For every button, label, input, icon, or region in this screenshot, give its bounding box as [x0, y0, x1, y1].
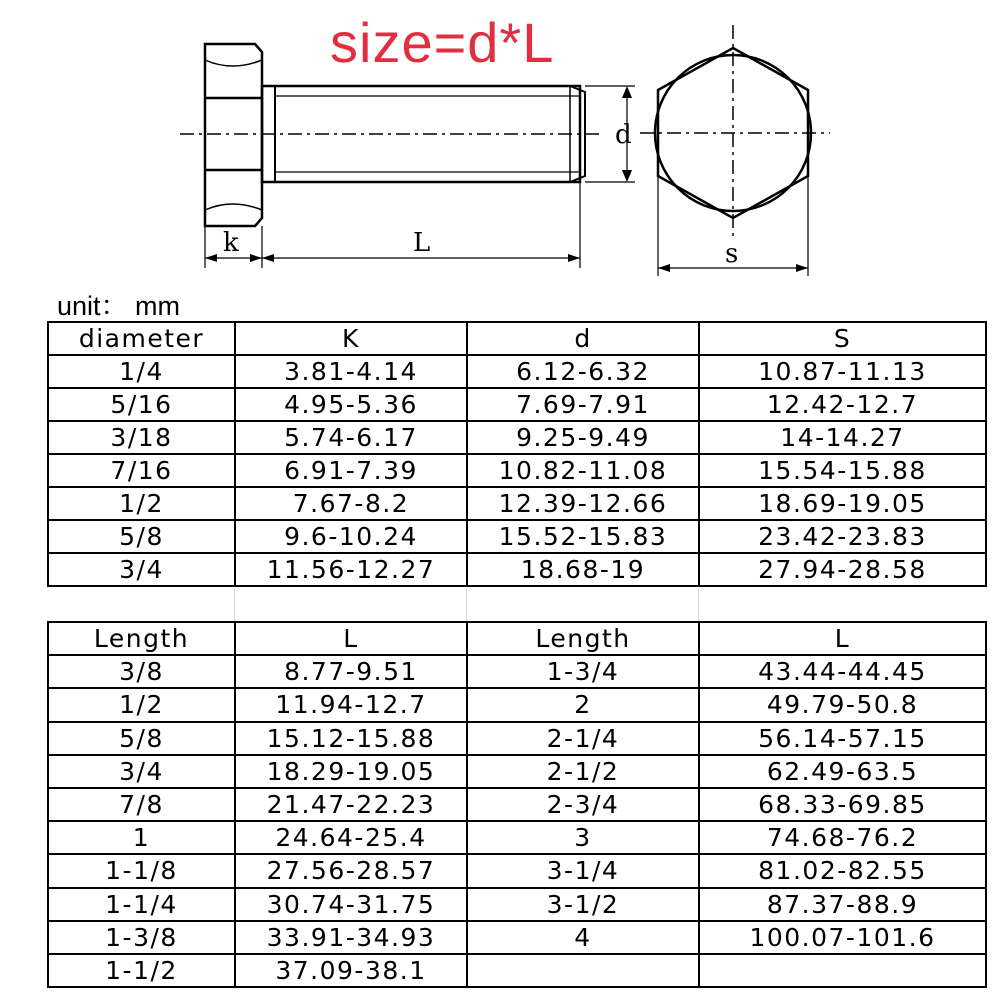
cell-diameter: 1/2	[48, 487, 235, 520]
cell-length: 3-1/4	[467, 854, 699, 887]
cell-L: 27.56-28.57	[235, 854, 467, 887]
cell-s: 15.54-15.88	[699, 454, 986, 487]
cell-d: 18.68-19	[467, 553, 699, 586]
table-row	[48, 821, 986, 854]
table-row	[48, 722, 986, 755]
table-row	[48, 788, 986, 821]
cell-s: 14-14.27	[699, 421, 986, 454]
label-L: L	[413, 228, 431, 258]
cell-empty	[467, 954, 699, 987]
table-row	[48, 655, 986, 688]
cell-length: 1-1/2	[48, 954, 235, 987]
cell-L: 15.12-15.88	[235, 722, 467, 755]
cell-d: 6.12-6.32	[467, 355, 699, 388]
table-row	[48, 888, 986, 921]
cell-L: 74.68-76.2	[699, 821, 986, 854]
cell-L: 43.44-44.45	[699, 655, 986, 688]
cell-k: 11.56-12.27	[235, 553, 467, 586]
cell-length: 2	[467, 688, 699, 721]
table-row	[48, 921, 986, 954]
label-d: d	[615, 120, 632, 150]
unit-label: unit： mm	[57, 291, 181, 321]
cell-empty	[699, 954, 986, 987]
header-L: L	[699, 622, 986, 655]
cell-d: 9.25-9.49	[467, 421, 699, 454]
cell-length: 5/8	[48, 722, 235, 755]
header-diameter: diameter	[48, 322, 235, 355]
table-row	[48, 421, 986, 454]
cell-length: 1	[48, 821, 235, 854]
size-formula-title: size=d*L	[330, 11, 555, 74]
cell-diameter: 3/4	[48, 553, 235, 586]
cell-L: 87.37-88.9	[699, 888, 986, 921]
cell-s: 27.94-28.58	[699, 553, 986, 586]
cell-length: 1-1/4	[48, 888, 235, 921]
header-length: Length	[467, 622, 699, 655]
cell-d: 7.69-7.91	[467, 388, 699, 421]
cell-L: 21.47-22.23	[235, 788, 467, 821]
cell-length: 3/4	[48, 755, 235, 788]
cell-length: 2-1/4	[467, 722, 699, 755]
table-row	[48, 755, 986, 788]
cell-L: 18.29-19.05	[235, 755, 467, 788]
cell-diameter: 3/18	[48, 421, 235, 454]
cell-diameter: 7/16	[48, 454, 235, 487]
table-row	[48, 454, 986, 487]
cell-length: 3-1/2	[467, 888, 699, 921]
cell-d: 15.52-15.83	[467, 520, 699, 553]
table-row	[48, 355, 986, 388]
cell-L: 33.91-34.93	[235, 921, 467, 954]
cell-k: 7.67-8.2	[235, 487, 467, 520]
cell-diameter: 5/16	[48, 388, 235, 421]
bolt-head-side	[205, 44, 262, 226]
cell-L: 100.07-101.6	[699, 921, 986, 954]
cell-diameter: 5/8	[48, 520, 235, 553]
cell-L: 37.09-38.1	[235, 954, 467, 987]
cell-diameter: 1/4	[48, 355, 235, 388]
cell-s: 18.69-19.05	[699, 487, 986, 520]
header-L: L	[235, 622, 467, 655]
cell-L: 49.79-50.8	[699, 688, 986, 721]
cell-k: 6.91-7.39	[235, 454, 467, 487]
cell-length: 1-3/8	[48, 921, 235, 954]
dimensions-table	[47, 321, 987, 587]
cell-k: 5.74-6.17	[235, 421, 467, 454]
cell-s: 12.42-12.7	[699, 388, 986, 421]
header-length: Length	[48, 622, 235, 655]
cell-L: 30.74-31.75	[235, 888, 467, 921]
cell-s: 23.42-23.83	[699, 520, 986, 553]
cell-length: 1-3/4	[467, 655, 699, 688]
cell-length: 3/8	[48, 655, 235, 688]
cell-length: 7/8	[48, 788, 235, 821]
cell-length: 1-1/8	[48, 854, 235, 887]
cell-L: 62.49-63.5	[699, 755, 986, 788]
cell-k: 4.95-5.36	[235, 388, 467, 421]
cell-length: 3	[467, 821, 699, 854]
label-k: k	[223, 228, 239, 258]
cell-L: 81.02-82.55	[699, 854, 986, 887]
table-gap	[47, 588, 985, 621]
table-row	[48, 487, 986, 520]
cell-L: 11.94-12.7	[235, 688, 467, 721]
length-table	[47, 621, 987, 988]
header-s: S	[699, 322, 986, 355]
cell-d: 10.82-11.08	[467, 454, 699, 487]
table-row	[48, 388, 986, 421]
table-row	[48, 520, 986, 553]
table-row	[48, 688, 986, 721]
cell-k: 9.6-10.24	[235, 520, 467, 553]
cell-L: 56.14-57.15	[699, 722, 986, 755]
table-header-row	[48, 322, 986, 355]
label-s: s	[725, 239, 739, 269]
cell-L: 68.33-69.85	[699, 788, 986, 821]
cell-d: 12.39-12.66	[467, 487, 699, 520]
cell-length: 2-1/2	[467, 755, 699, 788]
table-row	[48, 954, 986, 987]
cell-k: 3.81-4.14	[235, 355, 467, 388]
table-header-row	[48, 622, 986, 655]
cell-L: 24.64-25.4	[235, 821, 467, 854]
cell-length: 4	[467, 921, 699, 954]
cell-length: 1/2	[48, 688, 235, 721]
cell-length: 2-3/4	[467, 788, 699, 821]
cell-s: 10.87-11.13	[699, 355, 986, 388]
header-k: K	[235, 322, 467, 355]
table-row	[48, 854, 986, 887]
table-row	[48, 553, 986, 586]
header-d: d	[467, 322, 699, 355]
cell-L: 8.77-9.51	[235, 655, 467, 688]
